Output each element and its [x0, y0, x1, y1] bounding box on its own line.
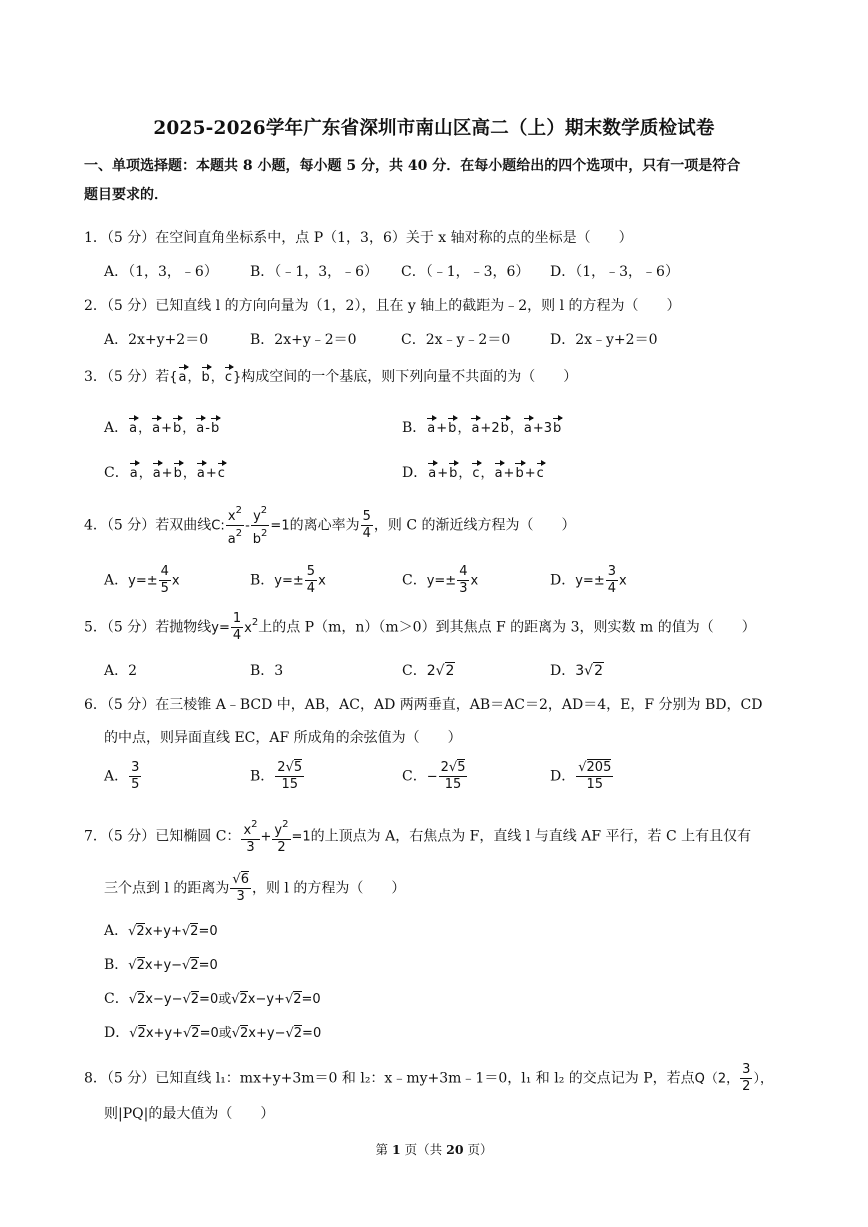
q1-option-b[interactable]: B．（﹣1，3，﹣6） — [250, 264, 379, 280]
q8-stem-line1: 8．（5 分）已知直线 l₁：mx+y+3m＝0 和 l₂：x﹣my+3m﹣1＝0，l₁ 和 l₂ 的交点记为 P，若点Q（2， $\frac{3}{2}$ ）， — [84, 1062, 773, 1094]
q7-option-d[interactable]: D．√2x+y+√2=0或√2x+y−√2=0 — [104, 1025, 322, 1041]
q2-option-d[interactable]: D．2x﹣y+2＝0 — [550, 332, 658, 348]
q4-option-b[interactable]: B．y=± $\frac{5}{4}$ x — [250, 564, 326, 596]
q1-option-d[interactable]: D．（1，﹣3，﹣6） — [550, 264, 679, 280]
q7-option-c[interactable]: C．√2x−y−√2=0或√2x−y+√2=0 — [104, 991, 321, 1007]
q4-option-d[interactable]: D．y=± $\frac{3}{4}$ x — [550, 564, 627, 596]
q2-option-b[interactable]: B．2x+y﹣2＝0 — [250, 332, 357, 348]
q5-stem: 5．（5 分）若抛物线y= $\frac{1}{4}$ $x^2$上的点 P（m，n）（m＞0）到其焦点 F 的距离为 3，则实数 m 的值为（ ） — [84, 611, 756, 643]
page-total: 20 — [446, 1142, 464, 1157]
q3-option-c[interactable]: C．a，a+b，a+c — [104, 465, 225, 481]
q6-stem-line1: 6．（5 分）在三棱锥 A﹣BCD 中，AB，AC，AD 两两垂直，AB＝AC＝2，AD＝4，E，F 分别为 BD，CD — [84, 697, 763, 713]
q5-option-c[interactable]: C．2√2 — [402, 663, 455, 679]
q6-option-b[interactable]: B． $\frac{2√5}{15}$ — [250, 760, 303, 792]
q1-option-c[interactable]: C．（﹣1，﹣3，6） — [401, 264, 530, 280]
q1-option-a[interactable]: A．（1，3，﹣6） — [104, 264, 218, 280]
exam-title: 2025-2026学年广东省深圳市南山区高二（上）期末数学质检试卷 — [153, 118, 715, 139]
q7-option-a[interactable]: A．√2x+y+√2=0 — [104, 923, 218, 939]
q3-option-d[interactable]: D．a+b，c，a+b+c — [402, 465, 544, 481]
page-number: 1 — [391, 1142, 401, 1157]
q6-option-a[interactable]: A． $\frac{3}{5}$ — [104, 760, 140, 792]
q6-option-c[interactable]: C．− $\frac{2√5}{15}$ — [402, 760, 466, 792]
section-heading — [84, 152, 790, 210]
q2-stem: 2．（5 分）已知直线 l 的方向向量为（1，2），且在 y 轴上的截距为﹣2，则 l 的方程为（ ） — [84, 298, 681, 314]
q2-option-a[interactable]: A．2x+y+2＝0 — [104, 332, 209, 348]
q4-option-c[interactable]: C．y=± $\frac{4}{3}$ x — [402, 564, 479, 596]
q2-option-c[interactable]: C．2x﹣y﹣2＝0 — [401, 332, 511, 348]
q5-option-b[interactable]: B．3 — [250, 663, 284, 679]
q7-stem-line2: 三个点到 l 的距离为 $\frac{√6}{3}$ ，则 l 的方程为（ ） — [104, 872, 406, 904]
q3-stem: 3．（5 分）若{a，b，c}构成空间的一个基底，则下列向量不共面的为（ ） — [84, 369, 578, 385]
q1-stem: 1．（5 分）在空间直角坐标系中，点 P（1，3，6）关于 x 轴对称的点的坐标是（ ） — [84, 230, 633, 246]
q6-stem-line2: 的中点，则异面直线 EC，AF 所成角的余弦值为（ ） — [104, 730, 462, 746]
q4-option-a[interactable]: A．y=± $\frac{4}{5}$ x — [104, 564, 180, 596]
q3-option-b[interactable]: B．a+b，a+2b，a+3b — [402, 420, 562, 436]
basis-set: {a，b，c} — [169, 370, 242, 385]
q4-stem: 4．（5 分）若双曲线C: $\frac{x^2}{a^2}$ - $\frac{y^2}{b^2}$ =1的离心率为 $\frac{5}{4}$ ，则 C 的渐近线方程为（ ） — [84, 505, 576, 547]
q5-option-d[interactable]: D．3√2 — [550, 663, 603, 679]
q8-stem-line2: 则|PQ|的最大值为（ ） — [104, 1106, 275, 1122]
q5-option-a[interactable]: A．2 — [104, 663, 138, 679]
q7-stem-line1: 7．（5 分）已知椭圆 C： $\frac{x^2}{3}$ + $\frac{y^2}{2}$ =1的上顶点为 A，右焦点为 F，直线 l 与直线 AF 平行，若 C 上有且仅有 — [84, 819, 752, 855]
q3-option-a[interactable]: A．a，a+b，a-b — [104, 420, 220, 436]
q7-option-b[interactable]: B．√2x+y−√2=0 — [104, 957, 218, 973]
q6-option-d[interactable]: D． $\frac{√205}{15}$ — [550, 760, 612, 792]
section-heading-line2: 题目要求的． — [84, 187, 168, 203]
section-heading-line1: 一、单项选择题：本题共 8 小题，每小题 5 分，共 40 分．在每小题给出的四个选项中，只有一项是符合 — [84, 158, 741, 174]
page-footer: 第 1 页（共 20 页） — [375, 1142, 493, 1157]
